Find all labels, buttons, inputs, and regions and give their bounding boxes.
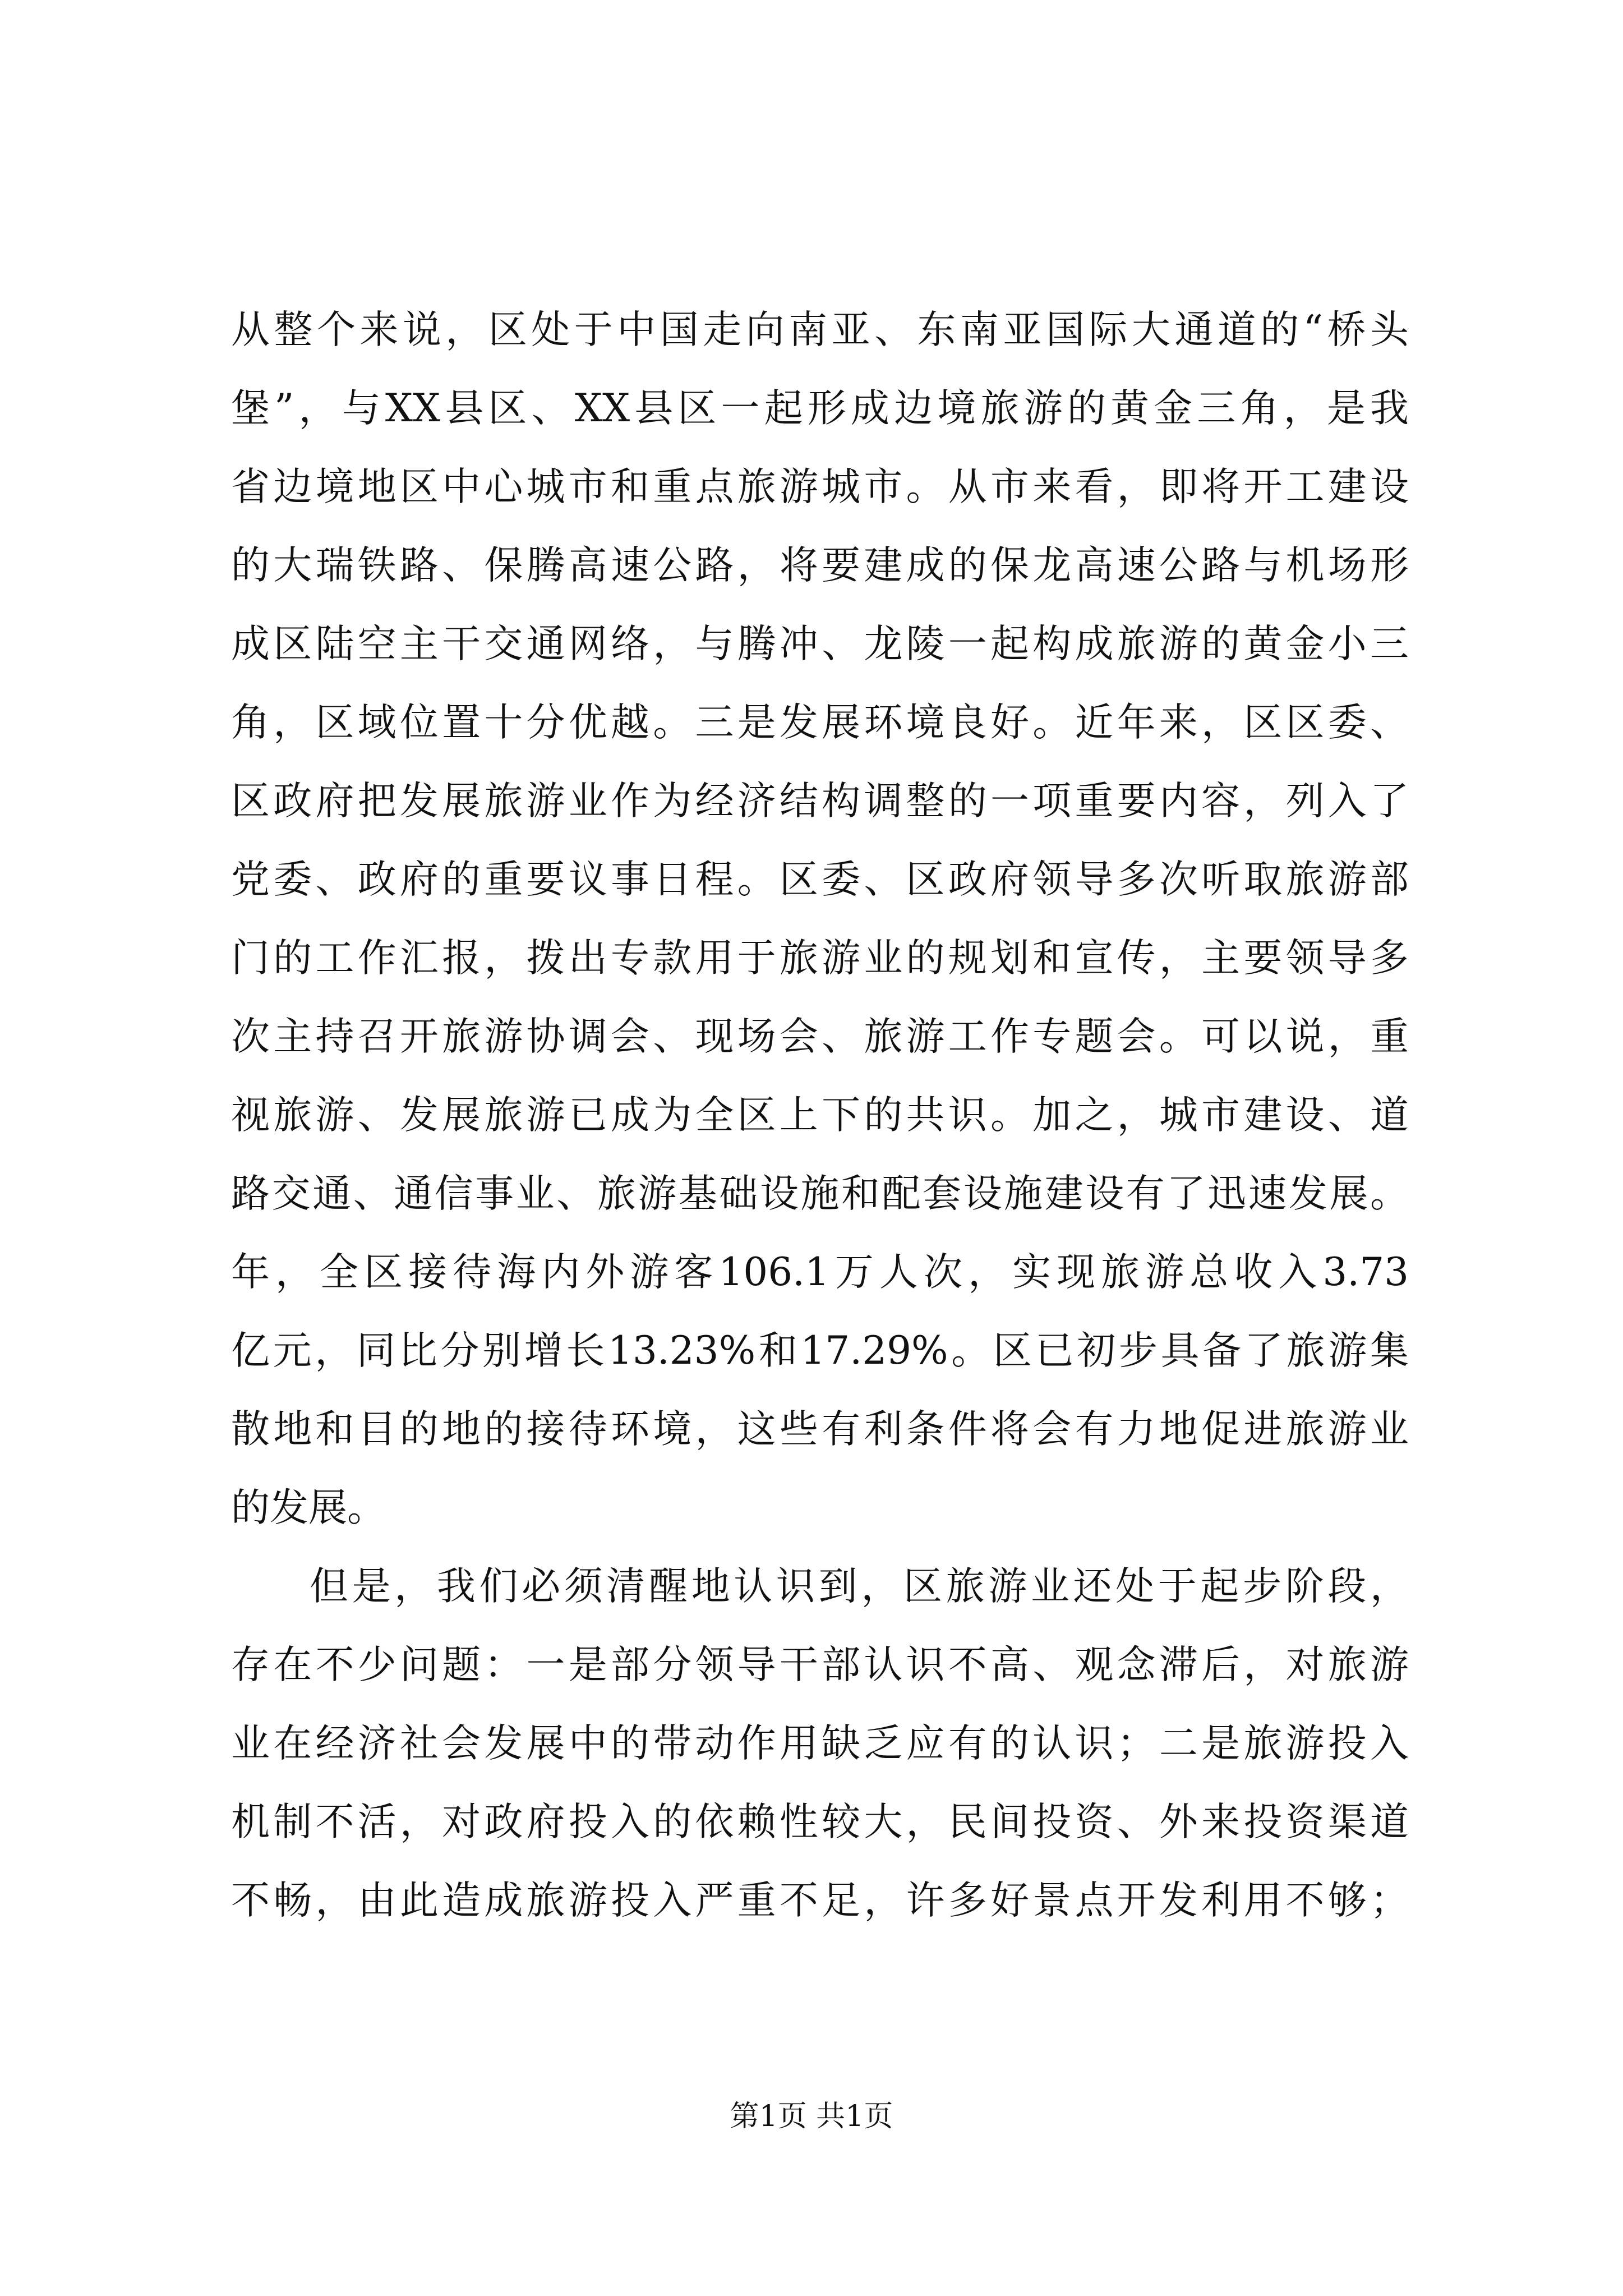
paragraph-1-line-11: 视旅游、发展旅游已成为全区上下的共识。加之，城市建设、道 xyxy=(231,1093,1409,1138)
paragraph-1-line-6: 角，区域位置十分优越。三是发展环境良好。近年来，区区委、 xyxy=(231,700,1409,745)
paragraph-1-line-13: 年，全区接待海内外游客106.1万人次，实现旅游总收入3.73 xyxy=(231,1250,1409,1295)
paragraph-1-line-14: 亿元，同比分别增长13.23%和17.29%。区已初步具备了旅游集 xyxy=(231,1328,1409,1373)
paragraph-2-line-2: 存在不少问题：一是部分领导干部认识不高、观念滞后，对旅游 xyxy=(231,1642,1409,1687)
paragraph-2-line-4: 机制不活，对政府投入的依赖性较大，民间投资、外来投资渠道 xyxy=(231,1800,1409,1844)
paragraph-1-line-4: 的大瑞铁路、保腾高速公路，将要建成的保龙高速公路与机场形 xyxy=(231,543,1409,588)
paragraph-1-line-12: 路交通、通信事业、旅游基础设施和配套设施建设有了迅速发展。 xyxy=(231,1171,1409,1216)
paragraph-1-line-15: 散地和目的地的接待环境，这些有利条件将会有力地促进旅游业 xyxy=(231,1407,1409,1452)
paragraph-2-line-1: 但是，我们必须清醒地认识到，区旅游业还处于起步阶段， xyxy=(310,1564,1409,1609)
paragraph-2-line-3: 业在经济社会发展中的带动作用缺乏应有的认识；二是旅游投入 xyxy=(231,1721,1409,1766)
paragraph-1-line-16: 的发展。 xyxy=(231,1485,386,1530)
page-number-label: 第1页 共1页 xyxy=(730,2100,893,2133)
paragraph-1-line-7: 区政府把发展旅游业作为经济结构调整的一项重要内容，列入了 xyxy=(231,779,1409,823)
page-footer xyxy=(0,2097,1623,2136)
paragraph-1-line-1: 从整个来说，区处于中国走向南亚、东南亚国际大通道的“桥头 xyxy=(231,307,1409,352)
paragraph-1-line-10: 次主持召开旅游协调会、现场会、旅游工作专题会。可以说，重 xyxy=(231,1014,1409,1059)
paragraph-1-line-8: 党委、政府的重要议事日程。区委、区政府领导多次听取旅游部 xyxy=(231,857,1409,902)
paragraph-1-line-5: 成区陆空主干交通网络，与腾冲、龙陵一起构成旅游的黄金小三 xyxy=(231,622,1409,666)
paragraph-1-line-9: 门的工作汇报，拨出专款用于旅游业的规划和宣传，主要领导多 xyxy=(231,936,1409,981)
paragraph-1-line-2: 堡”，与XX县区、XX县区一起形成边境旅游的黄金三角，是我 xyxy=(231,386,1409,431)
paragraph-2-line-5: 不畅，由此造成旅游投入严重不足，许多好景点开发利用不够； xyxy=(231,1878,1409,1923)
document-body xyxy=(231,291,1409,1940)
paragraph-1-line-3: 省边境地区中心城市和重点旅游城市。从市来看，即将开工建设 xyxy=(231,464,1409,509)
